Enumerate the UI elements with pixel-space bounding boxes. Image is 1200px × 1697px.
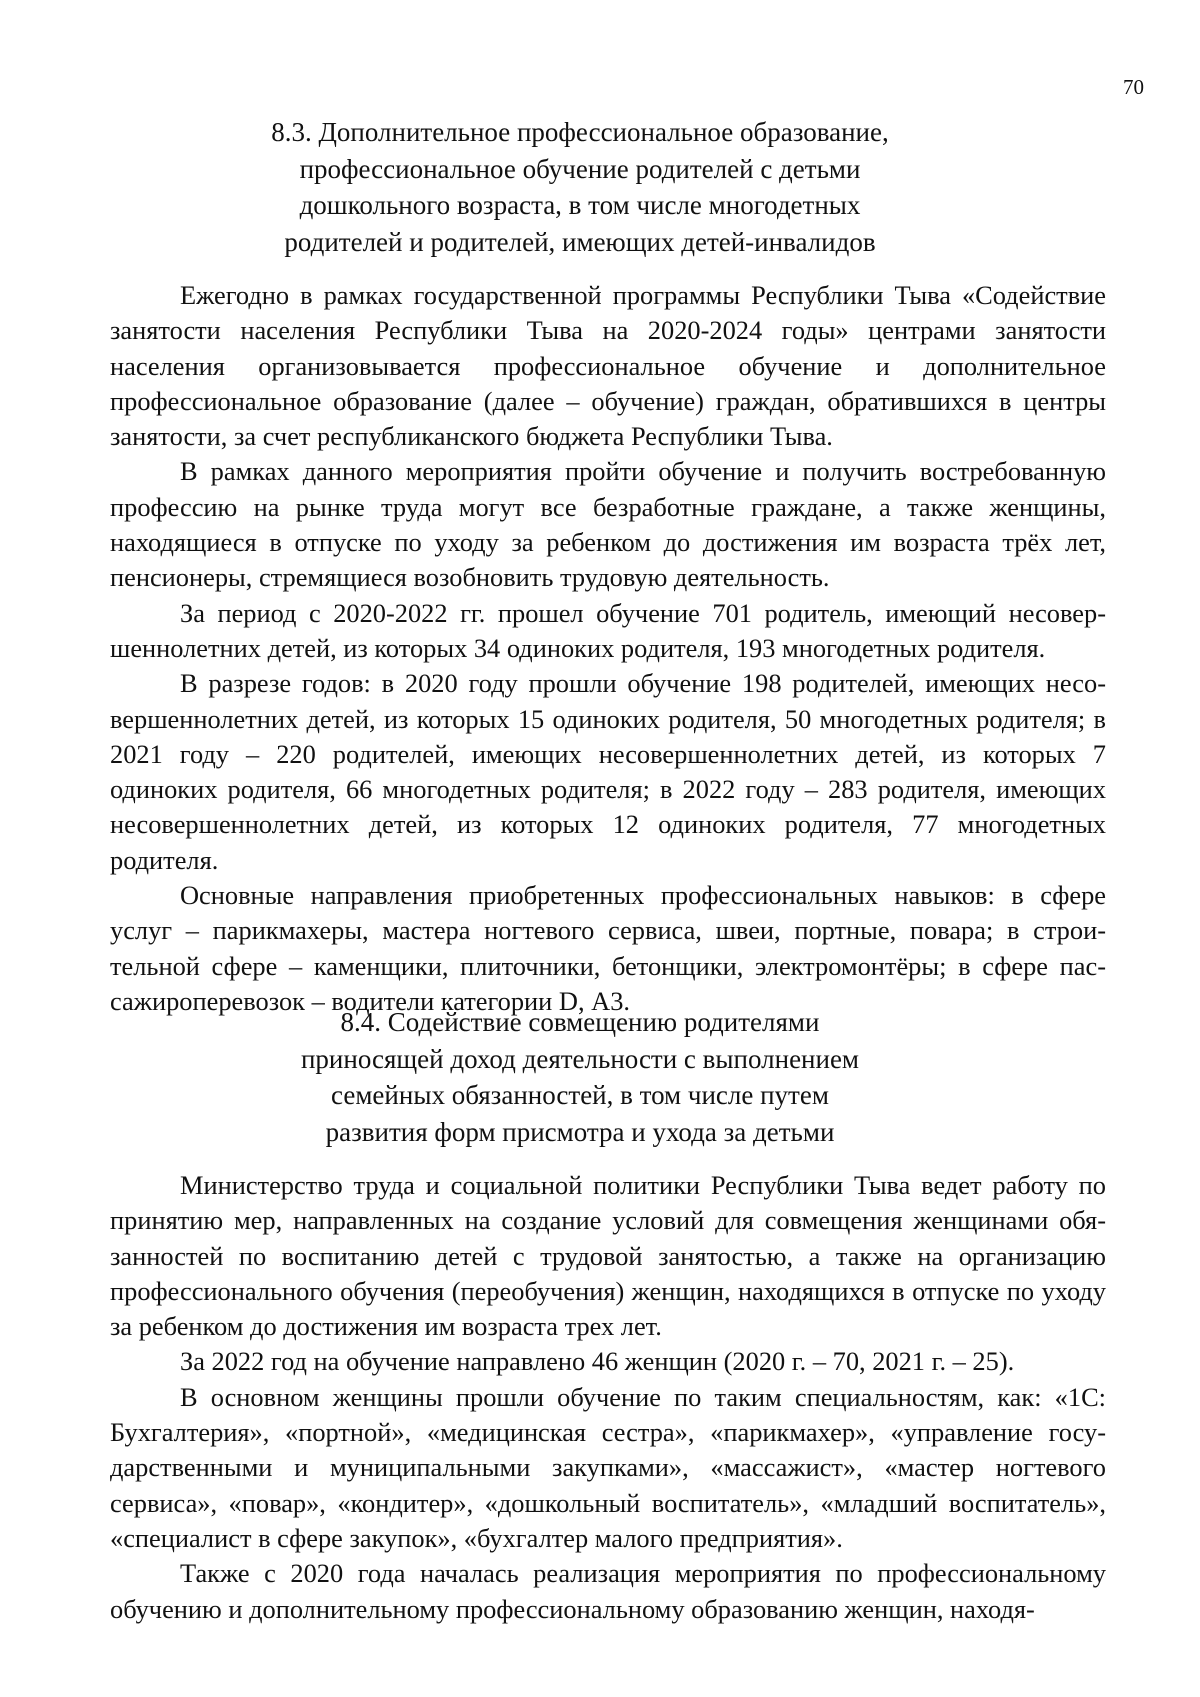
paragraph: Министерство труда и социальной политики Республики Тыва ведет работу по принятию мер, направленных на создание условий для совмещения женщинами обязанностей по воспитанию детей с трудовой занятостью, а также на организацию профессионального обучения (переобучения) женщин, находящихся в отпуске по уходу за ребенком до достижения им возраста трех лет. [110, 1170, 1106, 1342]
section-8-4-body [110, 1168, 1106, 1627]
heading-line: профессиональное обучение родителей с детьми [299, 153, 861, 184]
section-8-4-heading [160, 1004, 1000, 1150]
heading-line: 8.4. Содействие совмещению родителями [340, 1007, 820, 1037]
paragraph: За период с 2020-2022 гг. прошел обучение 701 родитель, имеющий несовершеннолетних детей, из которых 34 одиноких родителя, 193 многодетных родителя. [110, 597, 1106, 663]
heading-line: 8.3. Дополнительное профессиональное образование, [271, 117, 889, 147]
paragraph: В разрезе годов: в 2020 году прошли обучение 198 родителей, имеющих несовершеннолетних детей, из которых 15 одиноких родителя, 50 многодетных родителя; в 2021 году – 220 родителей, имеющих несовершеннолетних детей, из которых 7 одиноких родителя, 66 многодетных родителя; в 2022 году – 283 родителя, имеющих несовершеннолетних детей, из которых 12 одиноких родителя, 77 многодетных родителя. [110, 668, 1106, 875]
paragraph: В основном женщины прошли обучение по таким специальностям, как: «1С: Бухгалтерия», «портной», «медицинская сестра», «парикмахер», «управление государственными и муниципальными закупками», «массажист», «мастер ногтевого сервиса», «повар», «кондитер», «дошкольный воспитатель», «младший воспитатель», «специалист в сфере закупок», «бухгалтер малого предприятия». [110, 1381, 1106, 1553]
section-8-3-heading [160, 114, 1000, 260]
page-number: 70 [1123, 75, 1144, 99]
paragraph: За 2022 год на обучение направлено 46 женщин (2020 г. – 70, 2021 г. – 25). [180, 1346, 1015, 1377]
paragraph: Основные направления приобретенных профессиональных навыков: в сфере услуг – парикмахеры, мастера ногтевого сервиса, швеи, портные, повара; в строительной сфере – каменщики, плиточники, бетонщики, электромонтёры; в сфере пассажироперевозок – водители категории D, А3. [110, 880, 1106, 1016]
heading-line: родителей и родителей, имеющих детей-инвалидов [284, 226, 876, 257]
paragraph: В рамках данного мероприятия пройти обучение и получить востребованную профессию на рынке труда могут все безработные граждане, а также женщины, находящиеся в отпуске по уходу за ребенком до достижения им возраста трёх лет, пенсионеры, стремящиеся возобновить трудовую деятельность. [110, 456, 1106, 593]
heading-line: приносящей доход деятельности с выполнением [300, 1043, 860, 1074]
paragraph: Ежегодно в рамках государственной программы Республики Тыва «Содействие занятости населения Республики Тыва на 2020-2024 годы» центрами занятости населения организовывается профессиональное обучение и дополнительное профессиональное образование (далее – обучение) граждан, обратившихся в центры занятости, за счет республиканского бюджета Республики Тыва. [110, 280, 1106, 452]
heading-line: дошкольного возраста, в том числе многодетных [299, 190, 861, 221]
section-8-3-body [110, 278, 1106, 1019]
heading-line: развития форм присмотра и ухода за детьми [325, 1116, 835, 1147]
paragraph: Также с 2020 года началась реализация мероприятия по профессиональному обучению и дополнительному профессиональному образованию женщин, находя- [110, 1558, 1106, 1624]
heading-line: семейных обязанностей, в том числе путем [331, 1080, 829, 1111]
